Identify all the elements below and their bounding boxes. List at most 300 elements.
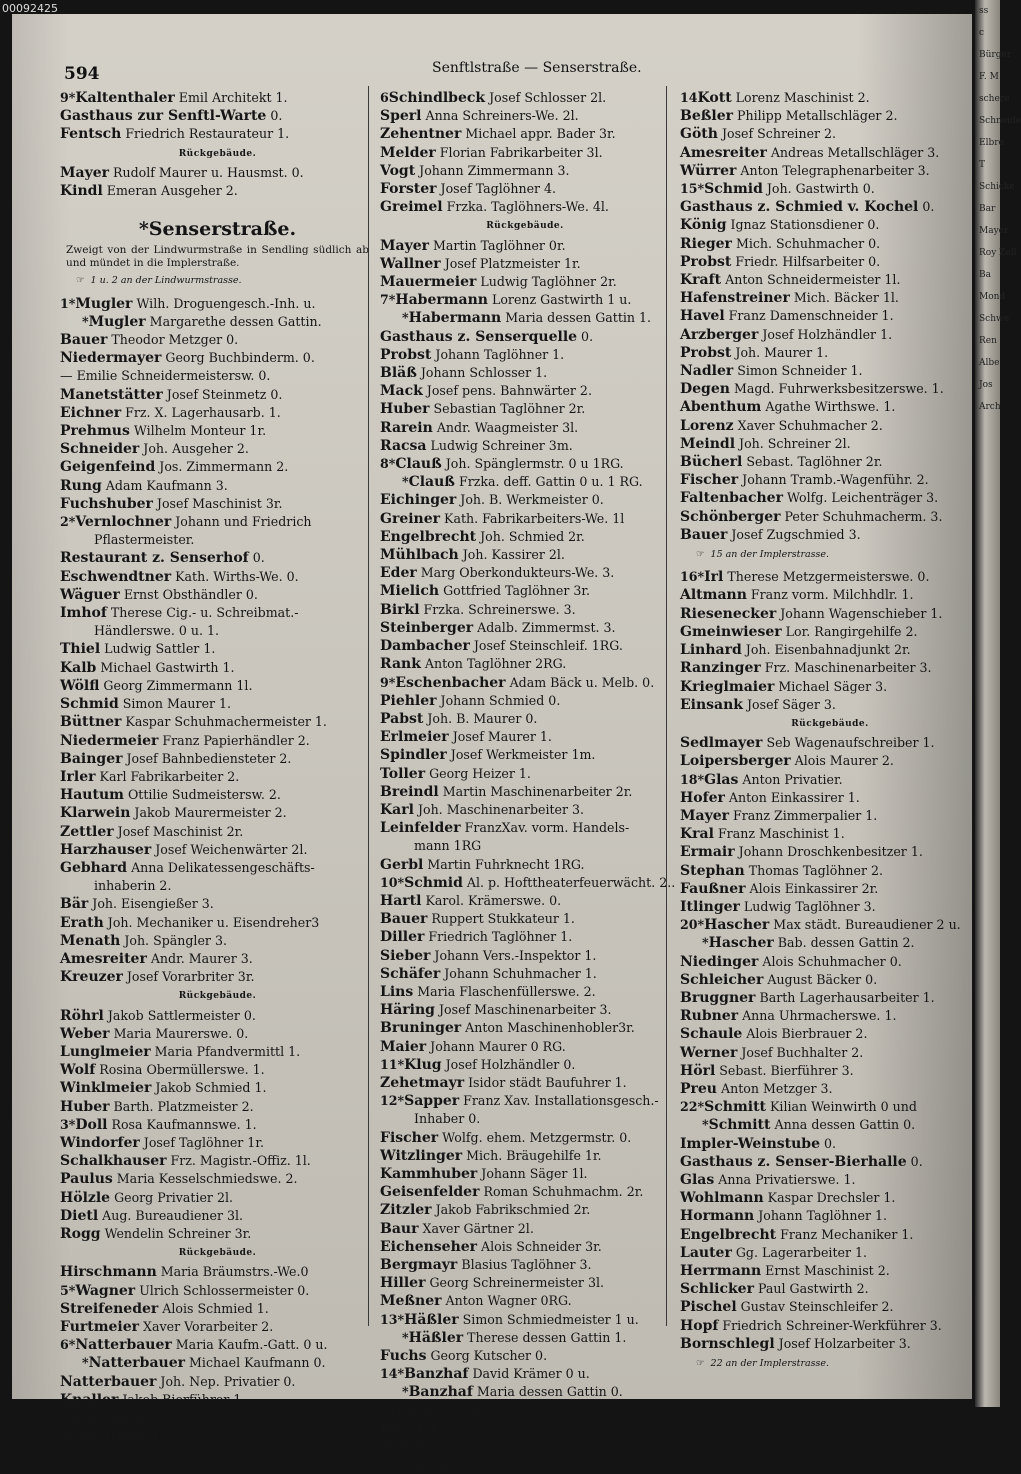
resident-entry [60,750,375,768]
surname: Kreuzer [60,969,123,986]
column-2 [380,89,676,1474]
entry-details: 0. [266,108,283,124]
entry-details: Andr. Waagmeister 3l. [432,419,579,435]
resident-entry [680,1080,980,1098]
entry-details: Joh. Schmied 2r. [476,528,585,544]
entry-details: Adam Bäck u. Melb. 0. [505,674,655,690]
entry-details: Kaspar Drechsler 1. [763,1190,896,1206]
resident-entry [680,144,980,162]
surname: Sapper [404,1093,460,1110]
surname: Schmid [60,696,119,713]
entry-details: Johann Schlosser 1. [416,365,548,381]
entry-details: Mich. Bräugehilfe 1r. [462,1147,602,1163]
surname: Mayer [60,164,109,181]
resident-entry [380,765,670,783]
resident-entry [380,1311,670,1329]
surname: Häßler [408,1329,464,1346]
entry-details: Johann Schuhmacher 1. [440,965,597,981]
surname: Piehler [380,692,437,709]
resident-entry [60,1373,375,1391]
resident-entry [380,255,670,273]
resident-entry [680,1226,980,1244]
entry-details: Josef Werkmeister 1m. [446,747,596,763]
entry-details: Joh. Eisengießer 3. [88,896,214,912]
resident-entry [380,564,670,582]
surname: Zettler [60,823,114,840]
entry-details: Josef Taglöhner 4. [436,181,557,197]
surname: Lins [380,983,414,1000]
surname: Schaule [680,1026,743,1043]
surname: Vogt [380,162,416,179]
running-head: Senftlstraße — Senserstraße. [432,60,642,76]
surname: Rarein [380,419,433,436]
surname: Windorfer [60,1134,140,1151]
entry-details: Joh. Gastwirth 0. [762,181,875,197]
surname: Eichner [60,404,122,421]
surname: Einsank [680,696,743,713]
resident-entry [380,437,670,455]
entry-details: Alois Schneider 3r. [477,1238,602,1254]
entry-details: Anton Einkassirer 1. [724,789,860,805]
resident-entry [380,198,670,216]
resident-entry [60,859,375,877]
cross-reference-text: 1 u. 2 an der Lindwurmstrasse. [90,275,242,287]
resident-entry [380,601,670,619]
entry-details: Jakob Schmied 1. [151,1080,267,1096]
entry-details: Joh. Ausgeher 2. [139,441,249,457]
surname: Maier [380,1038,427,1055]
resident-entry [680,453,980,471]
section-subheading: Rückgebäude. [486,221,564,232]
entry-details: Michael Kaufmann 0. [185,1355,326,1371]
entry-details: Frz. Maschinenarbeiter 3. [760,660,932,676]
surname: Geisenfelder [380,1184,480,1201]
resident-entry [680,307,980,325]
entry-details: Anna Privatierswe. 1. [714,1171,856,1187]
entry-details: Maria Pfandvermittl 1. [150,1043,301,1059]
resident-entry [680,641,980,659]
resident-entry [380,328,670,346]
street-note: Zweigt von der Lindwurmstraße in Sendling südlich ab und mündet in die Implerstraße. [66,244,369,270]
surname: Habermann [395,292,488,309]
entry-details: Josef Zugschmied 3. [727,526,861,542]
entry-details: Franz vorm. Milchhdlr. 1. [746,587,914,603]
entry-details: Joh. Nep. Privatier 0. [156,1373,296,1389]
entry-details: Magd. Fuhrwerksbesitzerswe. 1. [729,381,944,397]
resident-entry [680,89,980,107]
resident-entry [60,786,375,804]
entry-details: Anton Schneidermeister 1l. [721,272,901,288]
entry-details: Sebast. Bierführer 3. [715,1062,854,1078]
surname: Ranzinger [680,660,761,677]
surname: Schönberger [680,508,781,525]
surname: Mayer [680,807,729,824]
surname: Greimel [380,199,443,216]
surname: Würrer [680,162,737,179]
surname: Bornschlegl [680,1335,775,1352]
resident-entry [380,1347,670,1365]
surname: Furtmeier [60,1319,140,1335]
entry-details: Margarethe dessen Gattin. [145,313,322,329]
resident-entry [60,422,375,440]
resident-entry [680,659,980,677]
edge-fragment: schere [979,94,1010,104]
resident-entry [380,528,670,546]
entry-details: Alois Einkassirer 2r. [745,880,879,896]
surname: Bruggner [680,989,756,1006]
resident-entry [680,1317,980,1335]
entry-details: Franz Zimmerpalier 1. [729,807,878,823]
entry-details: Johann Taglöhner 1. [431,346,565,362]
house-number: 3* [60,1116,76,1132]
entry-details: Barth. Platzmeister 2. [109,1098,254,1114]
entry-details: Frzka. Schreinerswe. 3. [419,601,576,617]
house-number: * [402,1384,409,1400]
resident-entry [380,180,670,198]
surname: Mielich [380,583,440,600]
resident-entry [380,364,670,382]
surname: Geisberger [380,1457,467,1474]
resident-entry [380,874,676,892]
resident-entry [380,728,670,746]
entry-details: Georg Zimmermann 1l. [99,677,253,693]
resident-entry [60,1282,375,1300]
resident-entry [680,235,980,253]
house-number: 9* [380,674,396,690]
surname: Kaltenthaler [75,90,175,106]
resident-entry [60,1300,375,1318]
resident-entry [380,619,670,637]
scan-id-stamp: 00092425 [2,2,58,15]
surname: Restaurant z. Senserhof [60,550,249,567]
entry-details: Maria dessen Gattin 0. [472,1384,623,1400]
surname: Diller [380,929,425,946]
resident-entry [380,910,670,928]
resident-entry [60,1170,375,1188]
surname: Straub [380,1402,433,1419]
resident-entry [60,732,375,750]
entry-details: Anton Maschinenhobler3r. [461,1020,635,1036]
surname: Abenthum [680,399,762,416]
edge-fragment: Elbre [979,138,1004,148]
resident-entry [680,1262,980,1280]
surname: Probst [380,346,432,363]
entry-details: 0. [577,328,594,344]
surname: Degen [680,381,730,398]
resident-entry [680,1153,980,1171]
surname: Werner [680,1044,738,1061]
resident-entry [680,180,980,198]
surname: Harzhauser [60,841,152,858]
entry-details: Johann Maurer 0 RG. [426,1038,566,1054]
resident-entry [60,367,375,385]
resident-entry [380,1329,670,1347]
resident-entry [380,1274,670,1292]
entry-continuation: inhaberin 2. [94,878,172,894]
surname: Hautum [60,787,124,804]
resident-entry [60,1025,375,1043]
entry-details: Adalb. Zimmermst. 3. [473,619,616,635]
surname: Vernlochner [75,514,172,531]
resident-entry [680,526,980,544]
entry-details: Lorenz Gastwirth 1 u. [487,292,632,308]
entry-details: Gg. Fuhrmann 1. [441,1439,555,1455]
entry-details: Josef Schlosser 2l. [485,90,607,105]
entry-details: Frz. X. Lagerhausarb. 1. [121,404,281,420]
surname: Zehetmayr [380,1074,465,1091]
surname: Bauer [680,526,728,543]
resident-entry [680,435,980,453]
surname: Wagner [75,1282,136,1299]
entry-details: Josef Maschinist 3r. [152,495,283,511]
house-number: * [402,474,409,490]
entry-details: Jos. Zimmermann 2. [155,459,289,475]
entry-details: Josef Maschinenarbeiter 3. [434,1002,612,1018]
surname: Niedinger [680,953,759,970]
house-number: 2* [60,514,76,530]
entry-details: David Krämer 0 u. [468,1366,590,1382]
surname: Erath [60,914,104,931]
surname: Sperl [380,108,422,125]
entry-details: Martin Maschinenarbeiter 2r. [438,783,633,799]
surname: Melder [380,144,436,161]
entry-details: Maria Maurerswe. 0. [109,1025,249,1041]
resident-entry [680,605,980,623]
surname: Geigenfeind [60,459,156,476]
resident-entry [380,674,670,692]
surname: Gasthaus z. Senser-Bierhalle [680,1153,907,1170]
surname: Mack [380,383,423,400]
surname: Gabelberger [60,1410,158,1427]
resident-entry [60,1391,375,1409]
resident-entry [680,380,980,398]
entry-details: Xaver Schuhmacher 2. [733,417,883,433]
adjacent-page-edge [975,0,1021,1407]
entry-details: Seb Wagenaufschreiber 1. [762,735,935,751]
resident-entry [60,659,375,677]
surname: Niedermayer [60,350,162,367]
resident-entry [60,125,375,143]
resident-entry [680,1335,980,1353]
surname: Hölzle [60,1189,111,1206]
entry-details: Simon Schneider 1. [733,363,863,379]
resident-entry [380,382,670,400]
surname: Fuchs [380,1348,427,1365]
edge-fragment: Schneide [979,116,1021,126]
resident-entry [680,807,980,825]
surname: Amesreiter [680,144,767,161]
entry-details: Georg Schreinermeister 3l. [425,1275,604,1291]
surname: Mühlbach [380,547,459,564]
surname: Schäfer [380,965,441,982]
entry-details: Frzka. Taglöhners-We. 4l. [442,199,609,215]
resident-entry [380,89,670,107]
surname: Banzhaf [404,1366,469,1383]
surname: Hascher [704,917,770,934]
resident-entry [380,1456,670,1474]
house-number: * [702,1117,709,1133]
surname: Huber [380,401,430,418]
surname: Greiner [380,510,441,527]
resident-entry [60,349,375,367]
surname: Klug [404,1056,442,1073]
resident-entry [60,549,375,567]
surname: Ermair [680,844,735,861]
street-title: *Senserstraße. [138,218,297,241]
resident-entry [380,801,670,819]
entry-details: Mich. Schuhmacher 0. [731,235,881,251]
resident-entry [680,825,980,843]
entry-details: Anton Taglöhner 2RG. [420,656,567,672]
surname: Röhrl [60,1007,104,1024]
house-number: * [82,313,89,329]
entry-details: Wolfg. ehem. Metzgermstr. 0. [438,1129,632,1145]
resident-entry [380,1165,670,1183]
surname: Kalb [60,659,97,676]
entry-details: Franz Mechaniker 1. [776,1226,914,1242]
entry-details: Anton Wagner 0RG. [441,1293,572,1309]
entry-details: Maria Kesselschmiedswe. 2. [112,1171,298,1187]
entry-details: Josef Platzmeister 1r. [440,255,581,271]
entry-details: Martin Taglöhner 0r. [429,237,566,253]
surname: Wallner [380,255,441,272]
entry-details: Sebastian Taglöhner 2r. [429,401,586,417]
entry-details: 0. [906,1153,923,1169]
entry-details: Ludwig Schreiner 3m. [426,437,573,453]
surname: Schindlbeck [388,90,486,106]
entry-details: Gg. Lagerarbeiter 1. [731,1244,868,1260]
surname: Huber [60,1098,110,1115]
resident-entry [380,692,670,710]
resident-entry [680,198,980,216]
surname: Habermann [408,310,502,327]
entry-details: Al. p. Hofttheaterfeuerwächt. 2.. [462,874,676,890]
surname: Hofer [680,789,725,806]
surname: Imhof [60,605,107,622]
entry-details: Johann Schmied 0. [436,692,561,708]
resident-entry [60,1189,375,1207]
resident-entry [680,1062,980,1080]
entry-details: Michael Gastwirth 1. [96,659,235,675]
resident-entry [380,162,670,180]
edge-fragment: Mond [979,292,1006,302]
resident-entry [60,841,375,859]
edge-fragment: Mayer [979,226,1009,236]
surname: Faltenbacher [680,490,783,507]
house-number: 14 [680,90,698,105]
entry-details: Wilhelm Monteur 1r. [129,423,267,439]
entry-details: Joh. Eisenbahnadjunkt 2r. [741,642,911,658]
resident-entry [60,604,375,622]
surname: Beßler [680,108,733,125]
entry-details: Johann und Friedrich [171,514,312,530]
resident-entry [380,419,670,437]
resident-entry [680,125,980,143]
resident-entry [680,1135,980,1153]
entry-details: Kath. Fabrikarbeiters-We. 1l [440,510,625,526]
entry-details: Ulrich Schlossermeister 0. [135,1282,310,1298]
surname: Bär [60,896,89,913]
resident-entry [380,1292,670,1310]
resident-entry [60,568,375,586]
resident-entry [380,291,670,309]
resident-entry [380,1365,670,1383]
resident-entry [380,1074,670,1092]
page-number: 594 [64,64,100,84]
entry-details: Anton Telegraphenarbeiter 3. [736,162,930,178]
surname: Leinfelder [380,820,461,837]
surname: Menath [60,932,121,949]
resident-entry [680,862,980,880]
entry-details: Frzka. deff. Gattin 0 u. 1 RG. [454,474,643,490]
surname: Eichinger [380,492,457,509]
entry-details: Johann Schreiner 0. [433,1402,565,1418]
surname: Prehmus [60,423,130,440]
entry-details: Xaver Gärtner 2l. [418,1220,534,1236]
resident-entry [380,655,670,673]
resident-entry [680,253,980,271]
surname: Fischer [680,472,739,489]
entry-details: Xaver Vorarbeiter 2. [139,1319,274,1334]
entry-details: Rosina Obermüllerswe. 1. [95,1062,265,1078]
resident-entry [380,819,670,837]
surname: Linhard [680,642,742,659]
surname: Niedermeier [60,732,159,749]
resident-entry [60,804,375,822]
surname: Schmid [404,874,463,891]
resident-entry [60,404,375,422]
resident-entry [60,768,375,786]
resident-entry [60,1336,375,1354]
resident-entry [380,637,670,655]
entry-details: Josef Bahnbediensteter 2. [122,750,292,766]
surname: Knaller [60,1391,119,1408]
entry-details: Wendelin Schreiner 3r. [100,1225,252,1241]
entry-details: Max städt. Bureaudiener 2 u. [769,917,961,933]
resident-entry [60,313,375,331]
surname: Glas [680,1171,715,1188]
surname: Itlinger [680,898,740,915]
resident-entry [60,1427,375,1445]
entry-details: Kilian Weinwirth 0 und [766,1099,917,1115]
resident-entry [380,1438,670,1456]
surname: Beraler [380,1420,439,1437]
entry-details: Johann Säger 1l. [477,1165,588,1181]
entry-details: Paul Gastwirth 2. [753,1281,869,1297]
entry-details: Alois Maurer 2. [790,753,894,769]
entry-details: Kath. Wirths-We. 0. [171,568,299,584]
resident-entry [380,1001,670,1019]
surname: Doll [75,1116,108,1133]
house-number: 1* [60,295,76,311]
resident-entry [680,586,980,604]
resident-entry [680,1298,980,1316]
surname: Mugler [88,313,146,330]
entry-details: Josef Steinschleif. 1RG. [469,638,623,654]
surname: Rogg [60,1225,101,1242]
entry-details: — Emilie Schneidermeistersw. 0. [60,368,271,384]
surname: Pabst [380,710,424,727]
resident-entry [680,489,980,507]
surname: Gebhard [60,859,128,876]
house-number: 9* [60,90,76,105]
resident-entry [60,640,375,658]
resident-entry [680,568,980,586]
resident-entry [380,965,670,983]
entry-details: Franz Papierhändler 2. [158,732,310,748]
surname: Faußner [680,880,746,897]
entry-details: Johann Tramb.-Wagenführ. 2. [738,472,929,488]
